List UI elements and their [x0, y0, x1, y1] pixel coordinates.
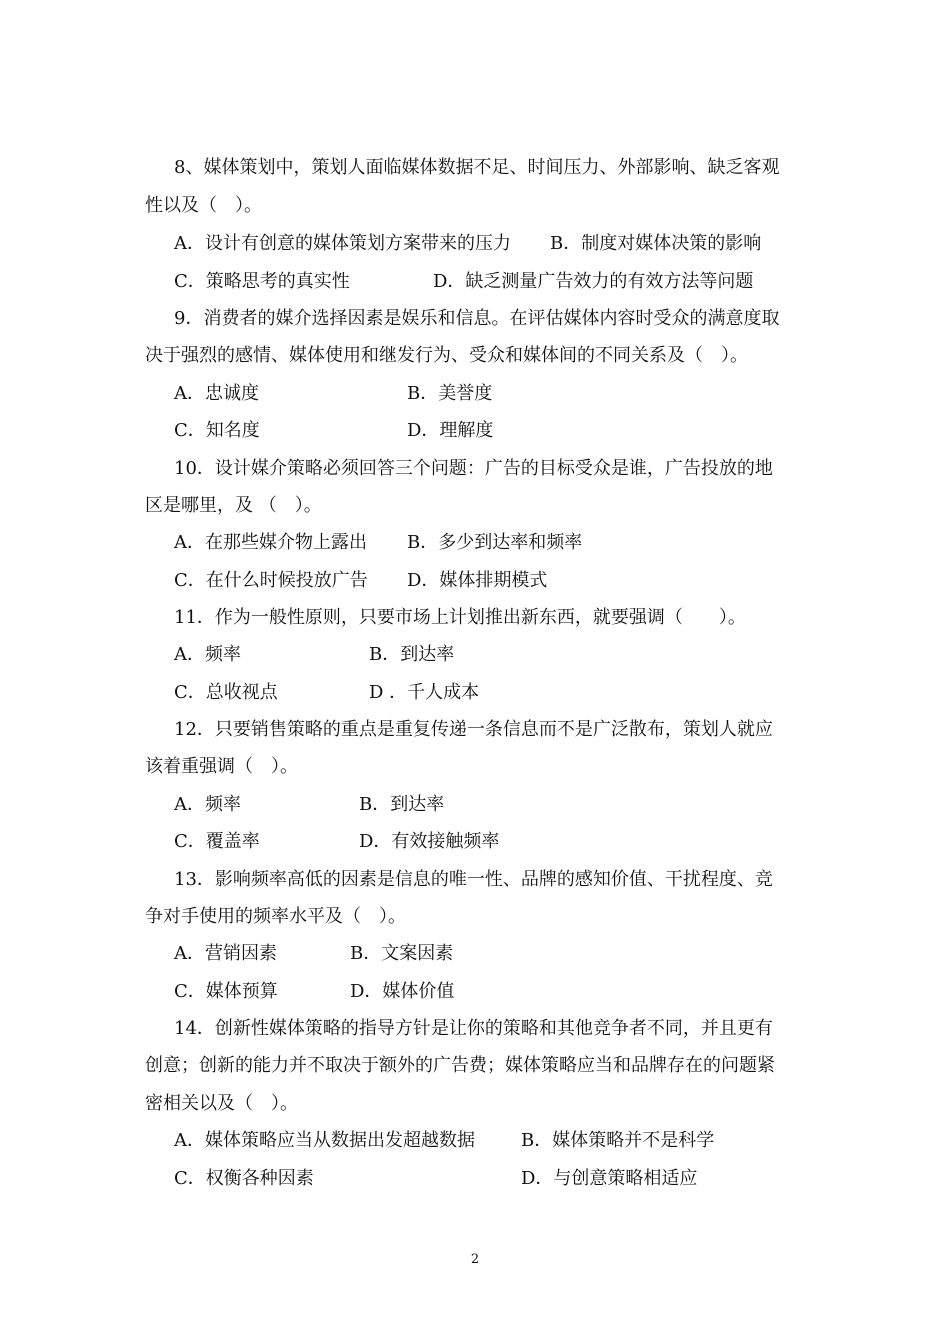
question-8-option-b: B．制度对媒体决策的影响	[550, 233, 762, 254]
question-9-line-1: 9．消费者的媒介选择因素是娱乐和信息。在评估媒体内容时受众的满意度取	[174, 308, 780, 329]
question-9-option-d: D．理解度	[407, 420, 494, 441]
page-number: 2	[470, 1252, 480, 1267]
question-10-option-b: B．多少到达率和频率	[407, 532, 583, 553]
question-14-line-1: 14．创新性媒体策略的指导方针是让你的策略和其他竞争者不同，并且更有	[174, 1018, 773, 1039]
question-13-option-b: B．文案因素	[350, 943, 454, 964]
question-14-option-a: A．媒体策略应当从数据出发超越数据	[174, 1130, 475, 1151]
question-10-option-d: D．媒体排期模式	[407, 570, 548, 591]
question-11-option-d: D ．千人成本	[369, 682, 480, 703]
question-9-option-a: A．忠诚度	[174, 383, 259, 404]
question-10-line-2: 区是哪里，及 （ ）。	[145, 495, 322, 516]
question-14-line-3: 密相关以及（ ）。	[145, 1093, 298, 1114]
question-10-option-c: C．在什么时候投放广告	[174, 570, 368, 591]
question-9-option-b: B．美誉度	[407, 383, 493, 404]
question-14-line-2: 创意；创新的能力并不取决于额外的广告费；媒体策略应当和品牌存在的问题紧	[145, 1055, 775, 1076]
question-8-line-2: 性以及（ ）。	[145, 195, 262, 216]
question-11-line-1: 11．作为一般性原则，只要市场上计划推出新东西，就要强调（ ）。	[174, 607, 746, 628]
question-13-option-d: D．媒体价值	[350, 981, 455, 1002]
question-9-option-c: C．知名度	[174, 420, 260, 441]
question-12-option-c: C．覆盖率	[174, 831, 260, 852]
question-13-option-c: C．媒体预算	[174, 981, 278, 1002]
question-11-option-c: C．总收视点	[174, 682, 278, 703]
question-11-option-b: B．到达率	[369, 644, 455, 665]
question-8-option-c: C．策略思考的真实性	[174, 271, 350, 292]
question-8-line-1: 8、媒体策划中，策划人面临媒体数据不足、时间压力、外部影响、缺乏客观	[174, 157, 780, 178]
question-12-line-2: 该着重强调（ ）。	[145, 756, 298, 777]
question-13-option-a: A．营销因素	[174, 943, 277, 964]
question-12-option-d: D．有效接触频率	[359, 831, 500, 852]
question-14-option-b: B．媒体策略并不是科学	[521, 1130, 715, 1151]
question-12-option-b: B．到达率	[359, 794, 445, 815]
question-9-line-2: 决于强烈的感情、媒体使用和继发行为、受众和媒体间的不同关系及（ ）。	[145, 345, 748, 366]
question-12-line-1: 12．只要销售策略的重点是重复传递一条信息而不是广泛散布，策划人就应	[174, 719, 773, 740]
question-8-option-a: A．设计有创意的媒体策划方案带来的压力	[174, 233, 511, 254]
question-13-line-1: 13．影响频率高低的因素是信息的唯一性、品牌的感知价值、干扰程度、竞	[174, 869, 773, 890]
question-12-option-a: A．频率	[174, 794, 241, 815]
question-13-line-2: 争对手使用的频率水平及（ ）。	[145, 906, 406, 927]
question-11-option-a: A．频率	[174, 644, 241, 665]
question-14-option-d: D．与创意策略相适应	[521, 1168, 698, 1189]
question-14-option-c: C．权衡各种因素	[174, 1168, 314, 1189]
question-10-option-a: A．在那些媒介物上露出	[174, 532, 367, 553]
question-8-option-d: D．缺乏测量广告效力的有效方法等问题	[433, 271, 754, 292]
question-10-line-1: 10．设计媒介策略必须回答三个问题：广告的目标受众是谁，广告投放的地	[174, 458, 773, 479]
